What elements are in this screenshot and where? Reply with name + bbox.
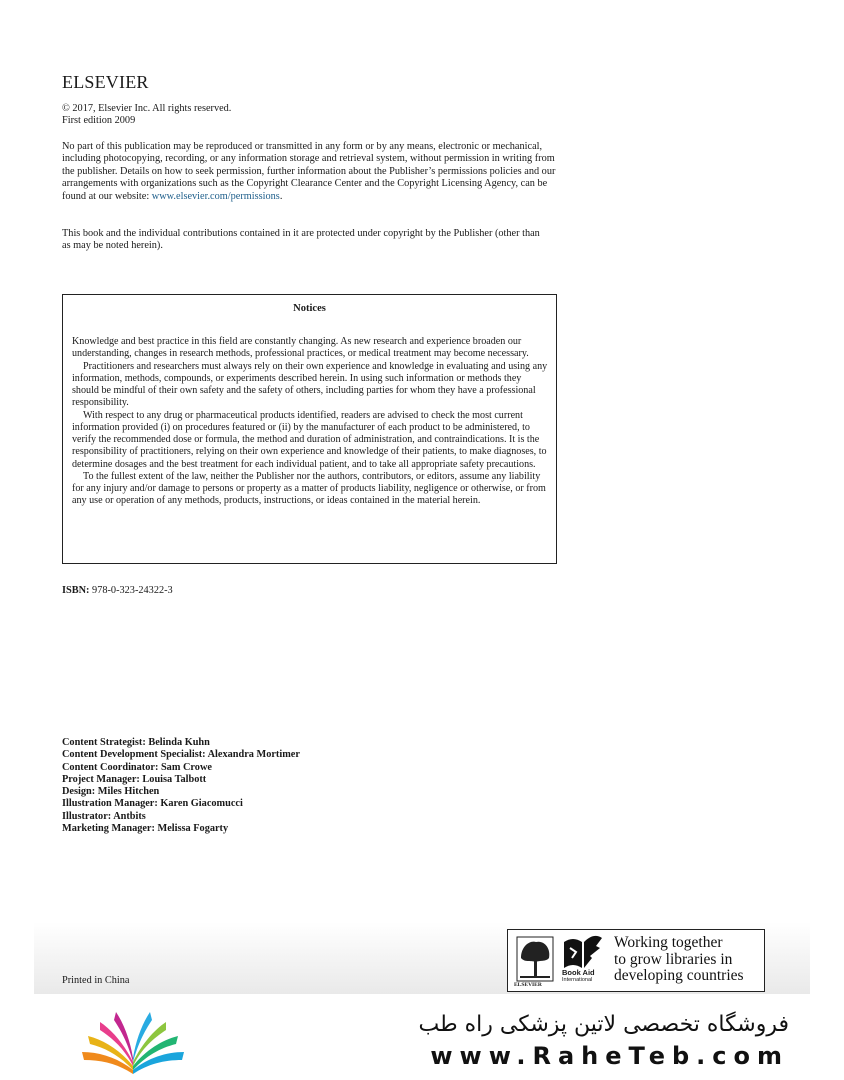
notices-box xyxy=(62,294,557,564)
notice-paragraph: Knowledge and best practice in this field are constantly changing. As new research and experience broaden our understanding, changes in research methods, professional practices, or medical treatment may become necessary. xyxy=(72,336,529,360)
watermark-persian-text: فروشگاه تخصصی لاتین پزشکی راه طب xyxy=(418,1012,789,1037)
credit-line: Project Manager: Louisa Talbott xyxy=(62,773,207,785)
credit-line: Illustrator: Antbits xyxy=(62,810,146,822)
elsevier-small-label: ELSEVIER xyxy=(514,982,542,988)
credit-line: Design: Miles Hitchen xyxy=(62,786,160,798)
first-edition-line: First edition 2009 xyxy=(62,115,136,126)
protection-paragraph: This book and the individual contributions contained in it are protected under copyright by the Publisher (other than as may be noted herein). xyxy=(62,228,540,252)
notice-paragraph: To the fullest extent of the law, neither the Publisher nor the authors, contributors, or editors, assume any liability for any injury and/or damage to persons or property as a matter of products liability, negligence or otherwise, or from any use or operation of any methods, products, instructions, or ideas contained in the material herein. xyxy=(72,470,546,507)
tagline-line: Working together xyxy=(614,934,723,951)
book-aid-label: Book Aid xyxy=(562,968,595,977)
book-aid-tagline xyxy=(614,935,744,985)
notice-paragraph: With respect to any drug or pharmaceutical products identified, readers are advised to check the most current information provided (i) on procedures featured or (ii) by the manufacturer of each product to be administered, to verify the recommended dose or formula, the method and duration of administration, and contraindications. It is the responsibility of practitioners, relying on their own experience and knowledge of their patients, to make diagnoses, to determine dosages and the best treatment for each individual patient, and to take all appropriate safety precautions. xyxy=(72,409,547,470)
isbn-value: 978-0-323-24322-3 xyxy=(92,585,173,596)
elsevier-tree-icon xyxy=(516,936,554,982)
printed-in-line: Printed in China xyxy=(62,975,130,986)
isbn-line xyxy=(62,585,173,596)
isbn-label: ISBN: xyxy=(62,585,90,596)
book-aid-icon xyxy=(562,934,604,972)
notices-body xyxy=(72,336,550,508)
tagline-line: to grow libraries in xyxy=(614,950,733,968)
watermark-website[interactable]: www.RaheTeb.com xyxy=(430,1042,789,1070)
publisher-logo: ELSEVIER xyxy=(62,72,149,92)
permissions-paragraph xyxy=(62,141,557,203)
notices-title: Notices xyxy=(293,303,326,314)
book-aid-logo-box xyxy=(507,929,765,992)
credit-line: Content Development Specialist: Alexandra Mortimer xyxy=(62,749,300,761)
credit-line: Marketing Manager: Melissa Fogarty xyxy=(62,823,229,835)
copyright-line: © 2017, Elsevier Inc. All rights reserved. xyxy=(62,103,232,114)
credit-line: Content Coordinator: Sam Crowe xyxy=(62,761,212,773)
tagline-line: developing countries xyxy=(614,967,744,984)
credits-list xyxy=(62,737,300,835)
notice-paragraph: Practitioners and researchers must always rely on their own experience and knowledge in evaluating and using any information, methods, compounds, or experiments described herein. In using such information or methods they should be mindful of their own safety and the safety of others, including parties for whom they have a professional responsibility. xyxy=(72,360,548,409)
permissions-text: No part of this publication may be reproduced or transmitted in any form or by any means, electronic or mechanical, including photocopying, recording, or any information storage and retrieval system, without permission in writing from the publisher. Details on how to seek permission, further information about the Publisher’s permissions policies and our arrangements with organizations such as the Copyright Clearance Center and the Copyright Licensing Agency, can be found at our website: xyxy=(62,141,556,202)
credit-line: Content Strategist: Belinda Kuhn xyxy=(62,737,210,748)
permissions-link[interactable]: www.elsevier.com/permissions xyxy=(151,190,280,202)
credit-line: Illustration Manager: Karen Giacomucci xyxy=(62,798,243,810)
permissions-period: . xyxy=(279,190,283,202)
open-book-rainbow-logo xyxy=(78,1008,188,1076)
book-aid-sub-label: International xyxy=(562,977,593,983)
